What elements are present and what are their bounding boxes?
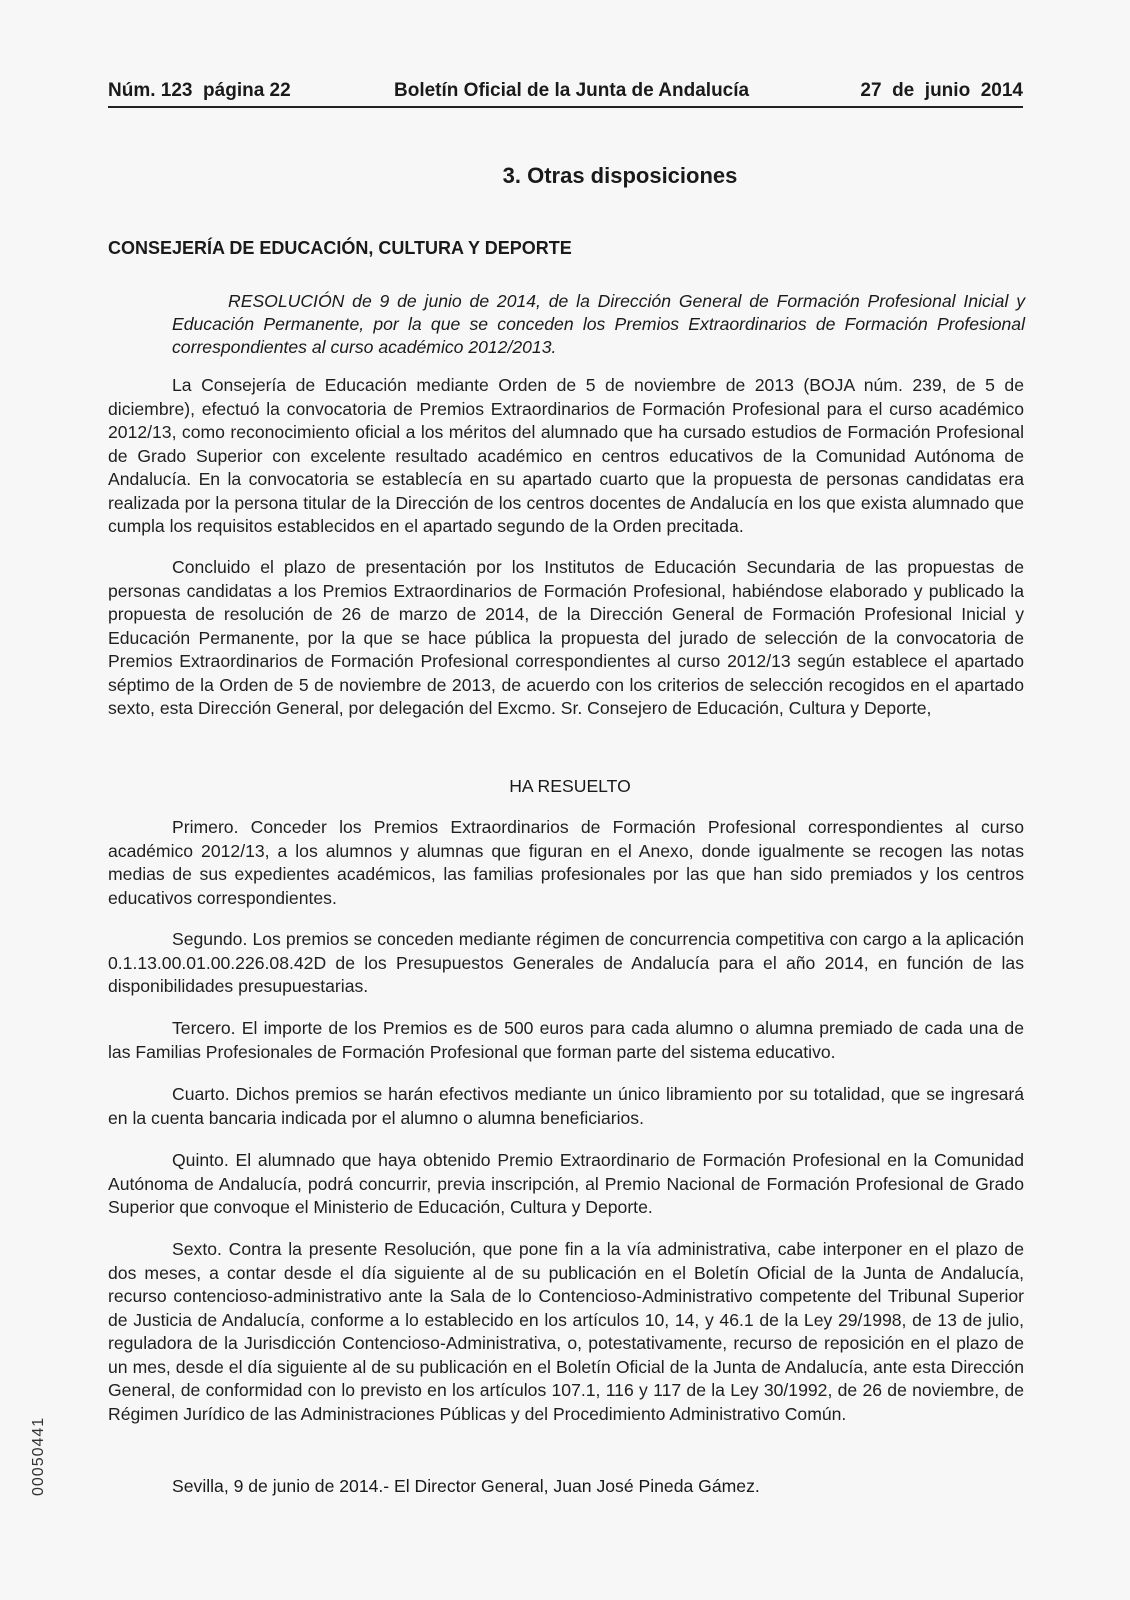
paragraph-text: Segundo. Los premios se conceden mediante régimen de concurrencia competitiva con cargo a la aplicación 0.1.13.00.01.00.226.08.42D de los Presupuestos Generales de Andalucía para el año 2014, en función de las disponibilidades presupuestarias. [108,929,1024,996]
paragraph-text: La Consejería de Educación mediante Orden de 5 de noviembre de 2013 (BOJA núm. 239, de 5 de diciembre), efectuó la convocatoria de Premios Extraordinarios de Formación Profesional para el curso académico 2012/13, como reconocimiento oficial a los méritos del alumnado que ha cursado estudios de Formación Profesional de Grado Superior con excelente resultado académico en centros educativos de la Comunidad Autónoma de Andalucía. En la convocatoria se establecía en su apartado cuarto que la propuesta de personas candidatas era realizada por la persona titular de la Dirección de los centros docentes de Andalucía en los que exista alumnado que cumpla los requisitos establecidos en el apartado segundo de la Orden precitada. [108,375,1024,536]
page-header [108,80,1023,108]
paragraph-background [108,556,1024,721]
department-heading: CONSEJERÍA DE EDUCACIÓN, CULTURA Y DEPORTE [108,238,572,258]
margin-document-code: 00050441 [30,1416,47,1496]
issue-number: Núm. 123 página 22 [108,80,291,101]
publication-name: Boletín Oficial de la Junta de Andalucía [394,80,750,101]
paragraph-primero [108,816,1024,910]
paragraph-text: Tercero. El importe de los Premios es de 500 euros para cada alumno o alumna premiado de cada una de las Familias Profesionales de Formación Profesional que forman parte del sistema educativo. [108,1018,1024,1062]
paragraph-text: Sexto. Contra la presente Resolución, que pone fin a la vía administrativa, cabe interponer en el plazo de dos meses, a contar desde el día siguiente al de su publicación en el Boletín Oficial de la Junta de Andalucía, recurso contencioso-administrativo ante la Sala de lo Contencioso-Administrativo competente del Tribunal Superior de Justicia de Andalucía, conforme a lo establecido en los artículos 10, 14, y 46.1 de la Ley 29/1998, de 13 de julio, reguladora de la Jurisdicción Contencioso-Administrativa, o, potestativamente, recurso de reposición en el plazo de un mes, desde el día siguiente al de su publicación en el Boletín Oficial de la Junta de Andalucía, ante esta Dirección General, de conformidad con lo previsto en los artículos 107.1, 116 y 117 de la Ley 30/1992, de 26 de noviembre, de Régimen Jurídico de las Administraciones Públicas y del Procedimiento Administrativo Común. [108,1239,1024,1424]
paragraph-text: Cuarto. Dichos premios se harán efectivos mediante un único libramiento por su totalidad, que se ingresará en la cuenta bancaria indicada por el alumno o alumna beneficiarios. [108,1084,1024,1128]
paragraph-intro [108,374,1024,539]
paragraph-text: Concluido el plazo de presentación por los Institutos de Educación Secundaria de las propuestas de personas candidatas a los Premios Extraordinarios de Formación Profesional, habiéndose elaborado y publicado la propuesta de resolución de 26 de marzo de 2014, de la Dirección General de Formación Profesional Inicial y Educación Permanente, por la que se hace pública la propuesta del jurado de selección de la convocatoria de Premios Extraordinarios de Formación Profesional correspondientes al curso 2012/13 según establece el apartado séptimo de la Orden de 5 de noviembre de 2013, de acuerdo con los criterios de selección recogidos en el apartado sexto, esta Dirección General, por delegación del Excmo. Sr. Consejero de Educación, Cultura y Deporte, [108,557,1024,718]
paragraph-tercero [108,1017,1024,1064]
paragraph-quinto [108,1149,1024,1220]
paragraph-text: Primero. Conceder los Premios Extraordinarios de Formación Profesional correspondientes al curso académico 2012/13, a los alumnos y alumnas que figuran en el Anexo, donde igualmente se recogen las notas medias de sus expedientes académicos, las familias profesionales por las que han sido premiados y los centros educativos correspondientes. [108,817,1024,908]
paragraph-cuarto [108,1083,1024,1130]
paragraph-segundo [108,928,1024,999]
section-title: 3. Otras disposiciones [502,163,738,188]
signature-line: Sevilla, 9 de junio de 2014.- El Director General, Juan José Pineda Gámez. [172,1476,760,1496]
paragraph-sexto [108,1238,1024,1426]
resolved-heading: HA RESUELTO [509,776,631,796]
resolution-summary: RESOLUCIÓN de 9 de junio de 2014, de la Dirección General de Formación Profesional Inicial y Educación Permanente, por la que se conceden los Premios Extraordinarios de Formación Profesional correspondientes al curso académico 2012/2013. [172,291,1025,357]
paragraph-text: Quinto. El alumnado que haya obtenido Premio Extraordinario de Formación Profesional en la Comunidad Autónoma de Andalucía, podrá concurrir, previa inscripción, al Premio Nacional de Formación Profesional de Grado Superior que convoque el Ministerio de Educación, Cultura y Deporte. [108,1150,1024,1217]
publication-date: 27 de junio 2014 [860,80,1023,101]
